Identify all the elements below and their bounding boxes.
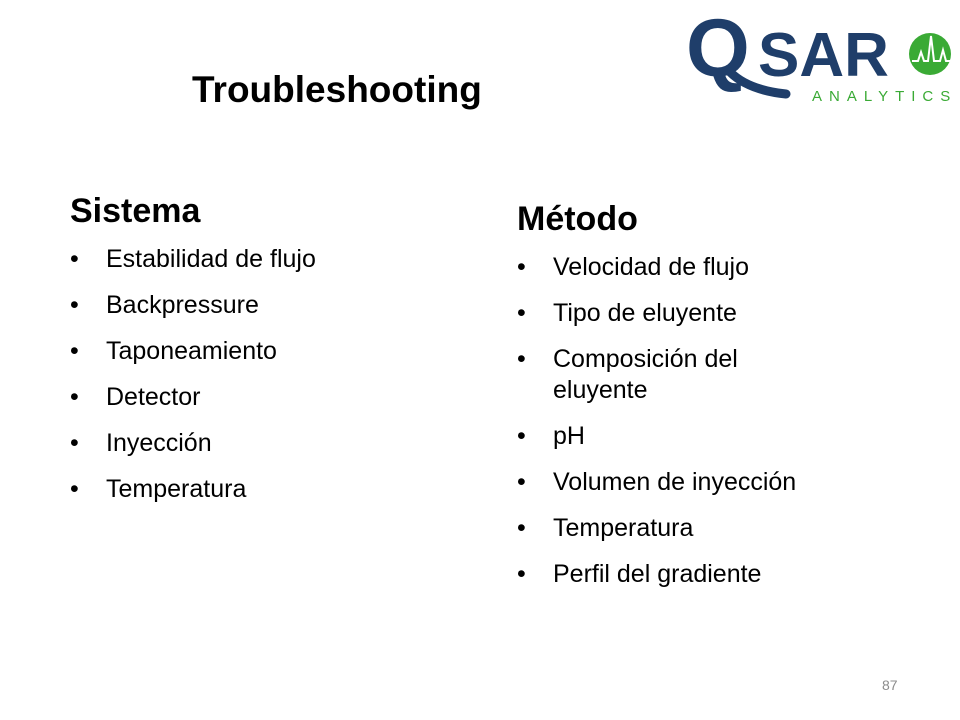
qsar-logo-graphic [686,6,954,110]
bullet-icon: • [517,514,526,542]
metodo-heading: Método [517,200,638,238]
list-item: • Estabilidad de flujo [70,245,316,273]
logo-subtitle: ANALYTICS [812,88,954,105]
list-item: • Temperatura [517,514,694,542]
metodo-list [517,252,873,590]
list-item: • Perfil del gradiente [517,560,762,588]
bullet-icon: • [517,422,526,450]
list-item: • Inyección [70,429,212,457]
list-item: • Backpressure [70,291,259,319]
bullet-icon: • [70,475,79,503]
bullet-icon: • [517,253,526,281]
bullet-icon: • [70,245,79,273]
slide-title: Troubleshooting [192,69,482,110]
sistema-heading: Sistema [70,192,201,230]
list-item: • Velocidad de flujo [517,253,749,281]
list-item: • Composición del eluyente [517,345,738,404]
logo-wordmark-q: Q [686,6,750,94]
list-item: • Volumen de inyección [517,468,797,496]
bullet-icon: • [517,560,526,588]
sistema-list [70,244,426,505]
logo-wordmark-sar: SAR [758,21,889,90]
list-item: • Tipo de eluyente [517,299,737,327]
bullet-icon: • [70,383,79,411]
qsar-analytics-logo [686,6,954,110]
bullet-icon: • [70,429,79,457]
metodo-column [517,198,873,605]
list-item: • Temperatura [70,475,247,503]
list-item: • Detector [70,383,201,411]
bullet-icon: • [517,299,526,327]
bullet-icon: • [70,291,79,319]
page-number: 87 [882,677,898,693]
list-item: • pH [517,422,585,450]
bullet-icon: • [517,345,526,373]
bullet-icon: • [517,468,526,496]
bullet-icon: • [70,337,79,365]
list-item: • Taponeamiento [70,337,277,365]
sistema-column [70,190,426,520]
